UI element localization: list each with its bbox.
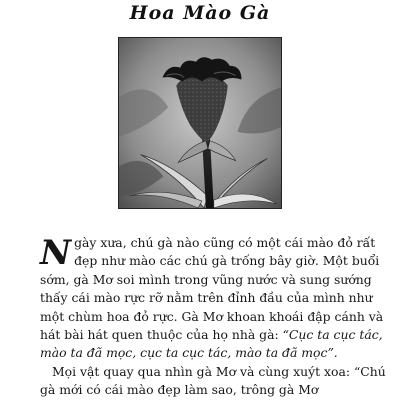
story-paragraph-2 <box>40 363 396 400</box>
page-title: Hoa Mào Gà <box>129 2 271 24</box>
drop-cap: N <box>40 233 72 273</box>
song-quote: “Cục ta cục tác, mào ta đã mọc, cục ta cục tác, mào ta đã mọc”. <box>40 327 383 361</box>
flower-illustration <box>119 38 281 208</box>
story-paragraph-1 <box>40 234 396 363</box>
cockscomb-flower-photo <box>118 37 282 209</box>
paragraph-text: gày xưa, chú gà nào cũng có một cái mào đỏ rất đẹp như mào các chú gà trống bây giờ. Một buổi sớm, gà Mơ soi mình trong vũng nước và sung sướng thấy cái mào rực rỡ nằm trên đỉnh đầu của mình như một chùm hoa đỏ rực. Gà Mơ khoan khoái đập cánh và hát bài hát quen thuộc của họ nhà gà: <box>40 235 384 343</box>
paragraph-text: Mọi vật quay qua nhìn gà Mơ và cùng xuýt xoa: “Chú gà mới có cái mào đẹp làm sao, trông gà Mơ <box>40 363 386 398</box>
story-text <box>40 234 396 400</box>
